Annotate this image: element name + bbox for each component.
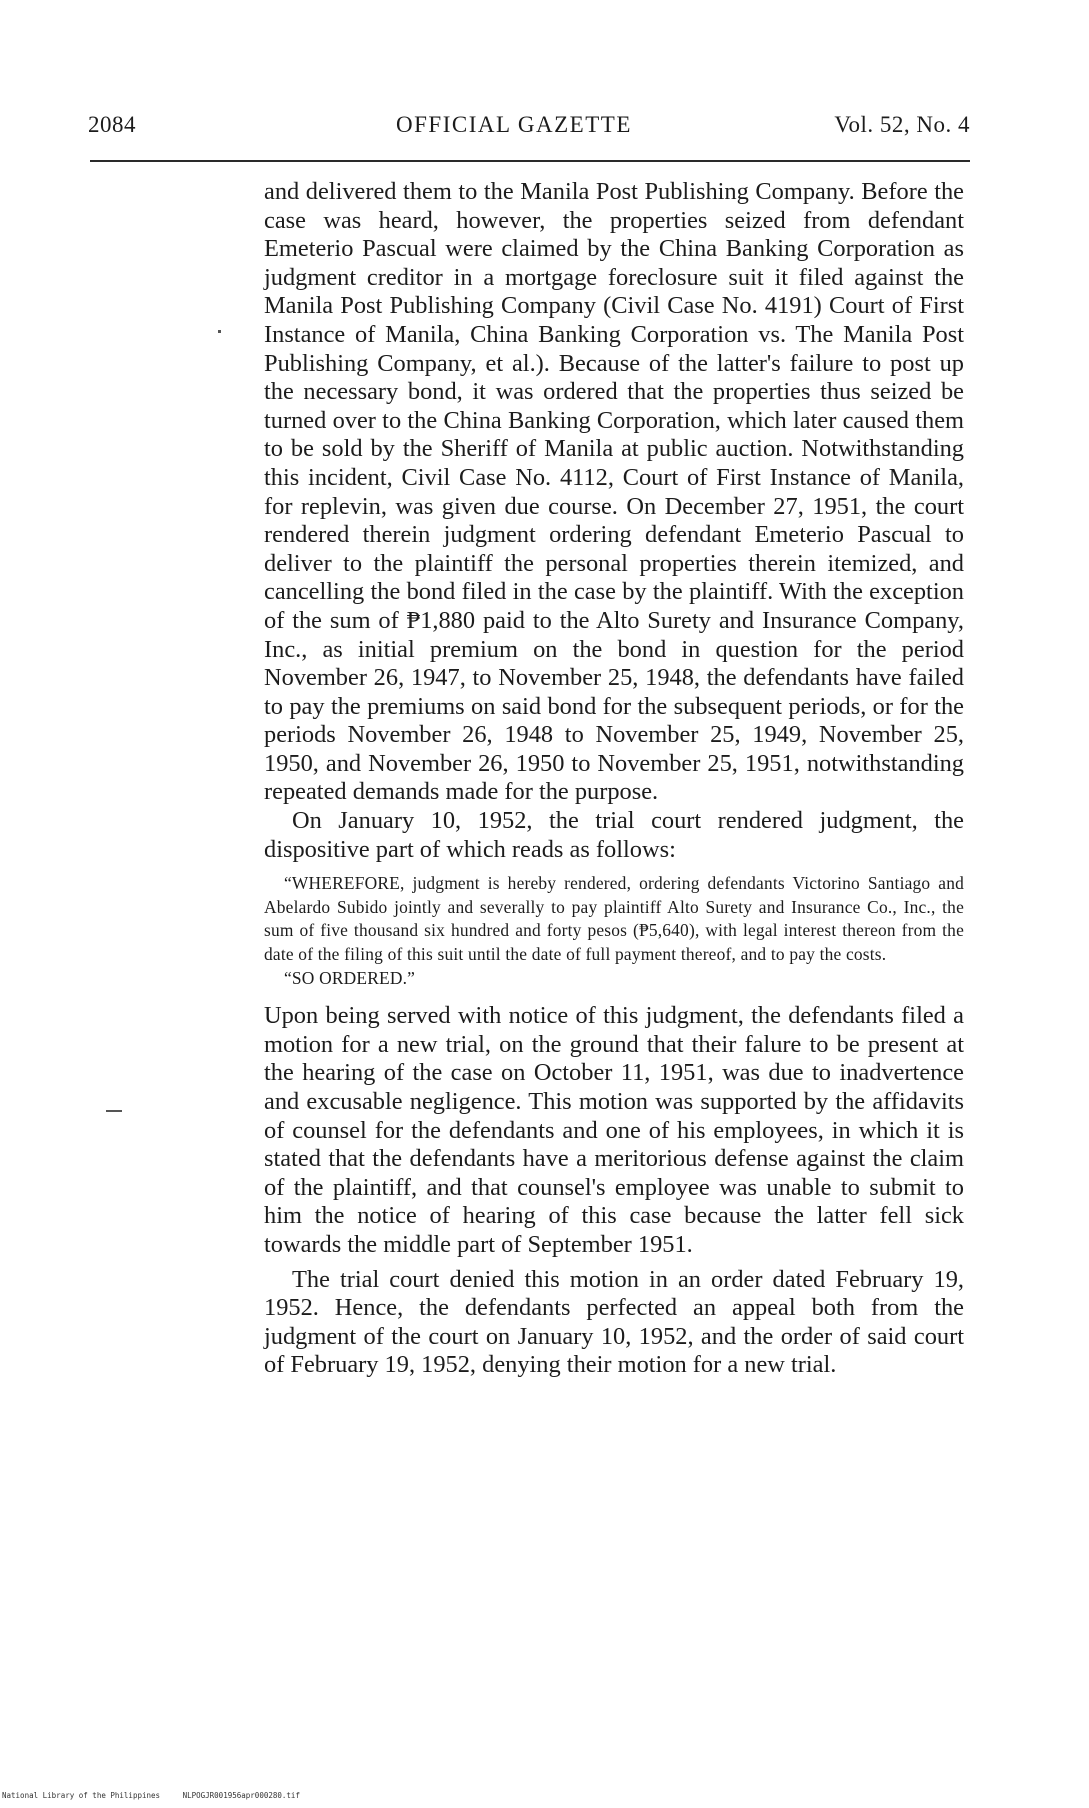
journal-title: OFFICIAL GAZETTE xyxy=(396,112,632,137)
paragraph-2: On January 10, 1952, the trial court rendered judgment, the dispositive part of which reads as follows: xyxy=(264,807,964,863)
footer-file-name: NLPOGJR001956apr000280.tif xyxy=(182,1791,300,1800)
quote-dispositive-text: “WHEREFORE, judgment is hereby rendered, ordering defendants Victorino Santiago and Abelardo Subido jointly and severally to pay plaintiff Alto Surety and Insurance Co., Inc., the sum of five thousand six hundred and forty pesos (₱5,640), with legal interest thereon from the date of the filing of this suit until the date of full payment thereof, and to pay the costs. xyxy=(264,873,964,965)
margin-speck xyxy=(218,330,221,333)
quote-so-ordered: “SO ORDERED.” xyxy=(284,967,416,988)
margin-dash xyxy=(106,1110,122,1112)
scan-footer xyxy=(2,1791,318,1800)
running-head xyxy=(88,112,970,146)
article-body xyxy=(264,178,964,1380)
paragraph-4: The trial court denied this motion in an order dated February 19, 1952. Hence, the defendants perfected an appeal both from the judgment of the court on January 10, 1952, and the order of said court of February 19, 1952, denying their motion for a new trial. xyxy=(264,1265,964,1379)
volume-issue: Vol. 52, No. 4 xyxy=(834,112,970,137)
judgment-quote xyxy=(264,872,964,990)
footer-library: National Library of the Philippines xyxy=(2,1791,161,1800)
paragraph-1: and delivered them to the Manila Post Publishing Company. Before the case was heard, however, the properties seized from defendant Emeterio Pascual were claimed by the China Banking Corporation as judgment creditor in a mortgage foreclosure suit it filed against the Manila Post Publishing Company (Civil Case No. 4191) Court of First Instance of Manila, China Banking Corporation vs. The Manila Post Publishing Company, et al.). Because of the latter's failure to post up the necessary bond, it was ordered that the properties thus seized be turned over to the China Banking Corporation, which later caused them to be sold by the Sheriff of Manila at public auction. Notwithstanding this incident, Civil Case No. 4112, Court of First Instance of Manila, for replevin, was given due course. On December 27, 1951, the court rendered therein judgment ordering defendant Emeterio Pascual to deliver to the plaintiff the personal properties therein itemized, and cancelling the bond filed in the case by the plaintiff. With the exception of the sum of ₱1,880 paid to the Alto Surety and Insurance Company, Inc., as initial premium on the bond in question for the period November 26, 1947, to November 25, 1948, the defendants have failed to pay the premiums on said bond for the subsequent periods, or for the periods November 26, 1948 to November 25, 1949, November 25, 1950, and November 26, 1950 to November 25, 1951, notwithstanding repeated demands made for the purpose. xyxy=(264,178,964,806)
page-number: 2084 xyxy=(88,112,136,137)
paragraph-3: Upon being served with notice of this judgment, the defendants filed a motion for a new trial, on the ground that their falure to be present at the hearing of the case on October 11, 1951, was due to inadvertence and excusable negligence. This motion was supported by the affidavits of counsel for the defendants and one of his employees, in which it is stated that the defendants have a meritorious defense against the claim of the plaintiff, and that counsel's employee was unable to submit to him the notice of hearing of this case because the latter fell sick towards the middle part of September 1951. xyxy=(264,1002,964,1258)
header-rule xyxy=(90,160,970,162)
